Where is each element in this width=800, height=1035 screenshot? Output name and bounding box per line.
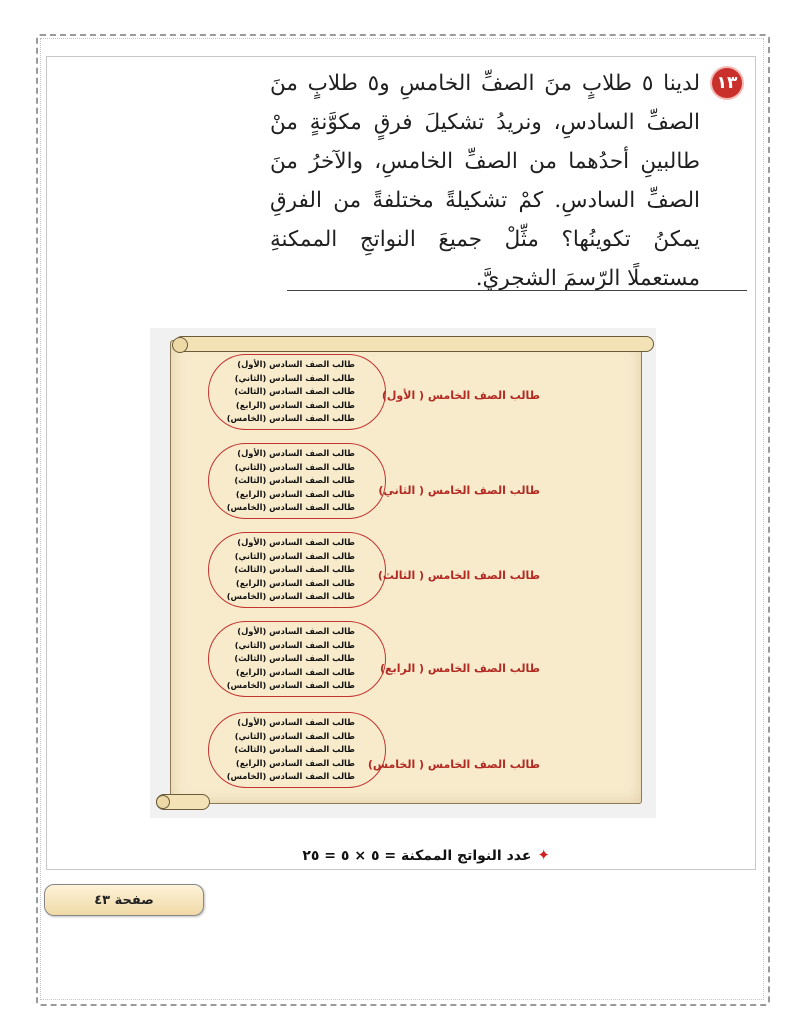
tree-child-label: طالب الصف السادس (الأول) (237, 626, 355, 637)
question-number-badge: ١٣ (712, 68, 742, 98)
scroll-roll-end (172, 337, 188, 353)
tree-child-label: طالب الصف السادس (الثاني) (234, 461, 355, 472)
problem-underline (287, 290, 747, 291)
tree-child-label: طالب الصف السادس (الثاني) (234, 639, 355, 650)
tree-child-label: طالب الصف السادس (الثالث) (234, 386, 355, 397)
tree-child-label: طالب الصف السادس (الثالث) (234, 475, 355, 486)
tree-child-label: طالب الصف السادس (الرابع) (235, 666, 355, 677)
tree-child-label: طالب الصف السادس (الرابع) (235, 399, 355, 410)
tree-child-label: طالب الصف السادس (الخامس) (226, 502, 355, 513)
tree-branch-group (208, 354, 386, 430)
tree-child-label: طالب الصف السادس (الأول) (237, 717, 355, 728)
tree-child-label: طالب الصف السادس (الرابع) (235, 488, 355, 499)
tree-child-label: طالب الصف السادس (الثالث) (234, 653, 355, 664)
tree-child-label: طالب الصف السادس (الأول) (237, 359, 355, 370)
page-number-tab: صفحة ٤٣ (44, 884, 204, 916)
tree-child-label: طالب الصف السادس (الثاني) (234, 372, 355, 383)
tree-branch-group (208, 621, 386, 697)
result-text: عدد النواتج الممكنة = ٥ × ٥ = ٢٥ (302, 848, 532, 864)
tree-parent-label: طالب الصف الخامس ( الأول) (381, 389, 540, 402)
problem-text: لدينا ٥ طلابٍ منَ الصفِّ الخامسِ و٥ طلابٍ منَ الصفِّ السادسِ، ونريدُ تشكيلَ فرقٍ مكوَّنةٍ منْ طالبينِ أحدُهما من الصفِّ الخامسِ، والآخرُ منَ الصفِّ السادسِ. كمْ تشكيلةً مختلفةً من الفرقِ يمكنُ تكوينُها؟ مثِّلْ جميعَ النواتجِ الممكنةِ مستعملًا الرّسمَ الشجريَّ. (270, 71, 701, 291)
tree-parent-label: طالب الصف الخامس ( الثاني) (378, 484, 540, 497)
scroll-top-roll (174, 336, 654, 352)
tree-child-label: طالب الصف السادس (الثالث) (234, 564, 355, 575)
tree-branch-group (208, 443, 386, 519)
tree-parent-label: طالب الصف الخامس ( الخامس) (367, 758, 540, 771)
tree-child-label: طالب الصف السادس (الرابع) (235, 577, 355, 588)
tree-child-label: طالب الصف السادس (الخامس) (226, 771, 355, 782)
scroll-roll-end-bottom (156, 795, 170, 809)
tree-child-label: طالب الصف السادس (الخامس) (226, 413, 355, 424)
tree-branch-group (208, 712, 386, 788)
tree-parent-label: طالب الصف الخامس ( الثالث) (377, 569, 540, 582)
tree-child-label: طالب الصف السادس (الرابع) (235, 757, 355, 768)
tree-child-label: طالب الصف السادس (الخامس) (226, 680, 355, 691)
tree-branch-group (208, 532, 386, 608)
result-line (150, 846, 550, 864)
tree-child-label: طالب الصف السادس (الثالث) (234, 744, 355, 755)
tree-parent-label: طالب الصف الخامس ( الرابع) (380, 662, 540, 675)
tree-child-label: طالب الصف السادس (الأول) (237, 448, 355, 459)
diamond-bullet-icon: ✦ (537, 846, 550, 864)
tree-child-label: طالب الصف السادس (الخامس) (226, 591, 355, 602)
tree-child-label: طالب الصف السادس (الأول) (237, 537, 355, 548)
tree-child-label: طالب الصف السادس (الثاني) (234, 730, 355, 741)
tree-child-label: طالب الصف السادس (الثاني) (234, 550, 355, 561)
